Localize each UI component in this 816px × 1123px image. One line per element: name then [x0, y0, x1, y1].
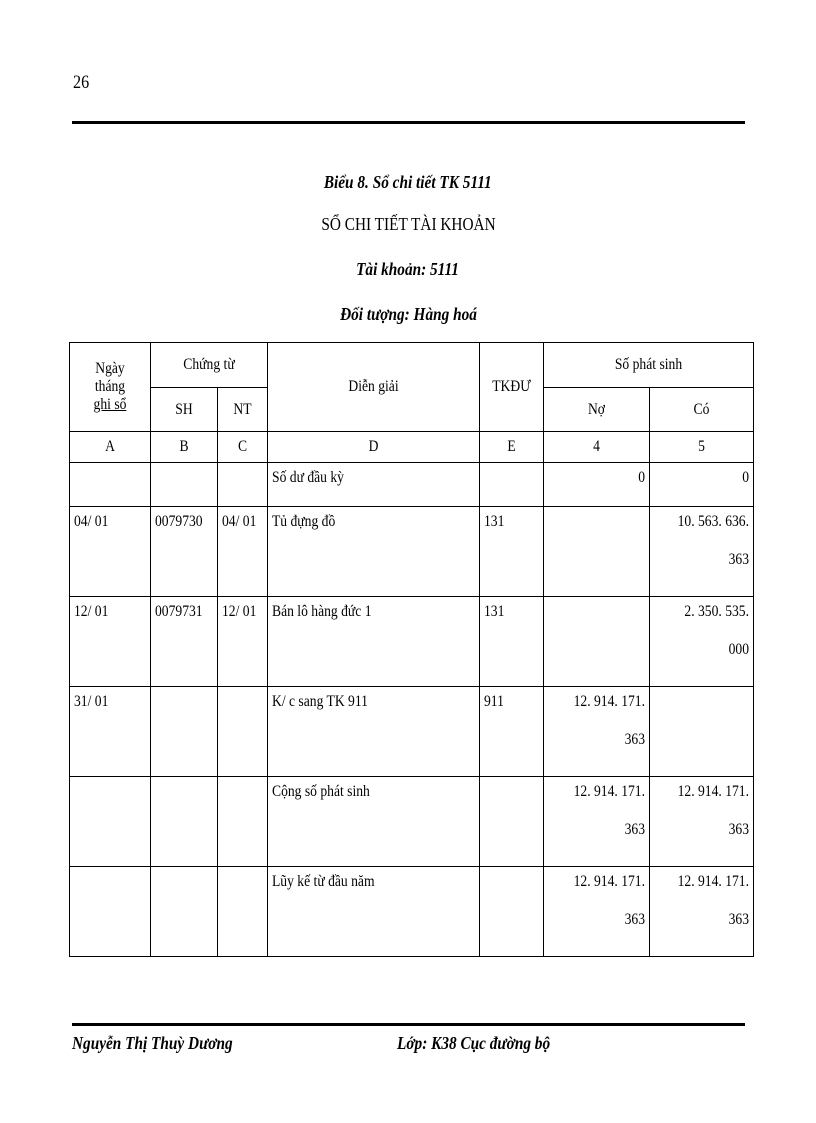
cell-co: 0 [650, 463, 754, 507]
header-ngay: Ngày tháng ghi sổ [70, 343, 151, 432]
cell-nt [218, 777, 268, 867]
cell-no: 12. 914. 171. 363 [544, 687, 650, 777]
cell-tkdu [480, 463, 544, 507]
index-cell: B [151, 432, 218, 463]
header-chung-tu: Chứng từ [151, 343, 268, 388]
cell-dien-giai: Lũy kế từ đầu năm [268, 867, 480, 957]
cell-sh [151, 867, 218, 957]
cell-sh [151, 687, 218, 777]
cell-nt: 12/ 01 [218, 597, 268, 687]
index-cell: A [70, 432, 151, 463]
index-cell: E [480, 432, 544, 463]
cell-ngay: 04/ 01 [70, 507, 151, 597]
cell-dien-giai: Cộng số phát sinh [268, 777, 480, 867]
cell-nt [218, 867, 268, 957]
cell-ngay [70, 777, 151, 867]
cell-tkdu [480, 867, 544, 957]
header-dien-giai: Diễn giải [268, 343, 480, 432]
ledger-title: SỔ CHI TIẾT TÀI KHOẢN [320, 214, 496, 234]
index-row [70, 432, 754, 463]
table-row [70, 597, 754, 687]
cell-tkdu [480, 777, 544, 867]
cell-co: 2. 350. 535. 000 [650, 597, 754, 687]
index-cell: 5 [650, 432, 754, 463]
header-so-phat-sinh: Số phát sinh [544, 343, 754, 388]
cell-tkdu: 911 [480, 687, 544, 777]
cell-sh: 0079731 [151, 597, 218, 687]
cell-ngay [70, 867, 151, 957]
cell-no: 12. 914. 171. 363 [544, 867, 650, 957]
class-name: Lớp: K38 Cục đường bộ [397, 1033, 551, 1053]
cell-co: 12. 914. 171. 363 [650, 777, 754, 867]
index-cell: D [268, 432, 480, 463]
cell-no: 0 [544, 463, 650, 507]
cell-no [544, 597, 650, 687]
cell-sh [151, 463, 218, 507]
cell-co: 12. 914. 171. 363 [650, 867, 754, 957]
cell-co: 10. 563. 636. 363 [650, 507, 754, 597]
header-sh: SH [151, 388, 218, 432]
table-row [70, 507, 754, 597]
ledger-table [69, 342, 754, 957]
cell-nt: 04/ 01 [218, 507, 268, 597]
footer-rule [72, 1023, 745, 1026]
table-row [70, 687, 754, 777]
cell-tkdu: 131 [480, 507, 544, 597]
form-title: Biểu 8. Sổ chi tiết TK 5111 [324, 172, 492, 192]
cell-co [650, 687, 754, 777]
cell-no: 12. 914. 171. 363 [544, 777, 650, 867]
subject-label: Đối tượng: Hàng hoá [339, 304, 477, 324]
cell-ngay [70, 463, 151, 507]
cell-dien-giai: Tủ đựng đồ [268, 507, 480, 597]
cell-dien-giai: Bán lô hàng đức 1 [268, 597, 480, 687]
header-tkdu: TKĐƯ [480, 343, 544, 432]
cell-ngay: 12/ 01 [70, 597, 151, 687]
header-no: Nợ [544, 388, 650, 432]
account-label: Tài khoản: 5111 [356, 259, 460, 279]
cell-ngay: 31/ 01 [70, 687, 151, 777]
header-co: Có [650, 388, 754, 432]
cell-tkdu: 131 [480, 597, 544, 687]
cell-nt [218, 687, 268, 777]
page-number: 26 [73, 72, 90, 93]
cell-dien-giai: K/ c sang TK 911 [268, 687, 480, 777]
table-row [70, 867, 754, 957]
cell-dien-giai: Số dư đầu kỳ [268, 463, 480, 507]
table-row [70, 463, 754, 507]
cell-sh: 0079730 [151, 507, 218, 597]
author-name: Nguyễn Thị Thuỳ Dương [72, 1033, 233, 1053]
index-cell: 4 [544, 432, 650, 463]
index-cell: C [218, 432, 268, 463]
table-row [70, 777, 754, 867]
header-nt: NT [218, 388, 268, 432]
cell-sh [151, 777, 218, 867]
cell-nt [218, 463, 268, 507]
cell-no [544, 507, 650, 597]
header-rule [72, 121, 745, 124]
